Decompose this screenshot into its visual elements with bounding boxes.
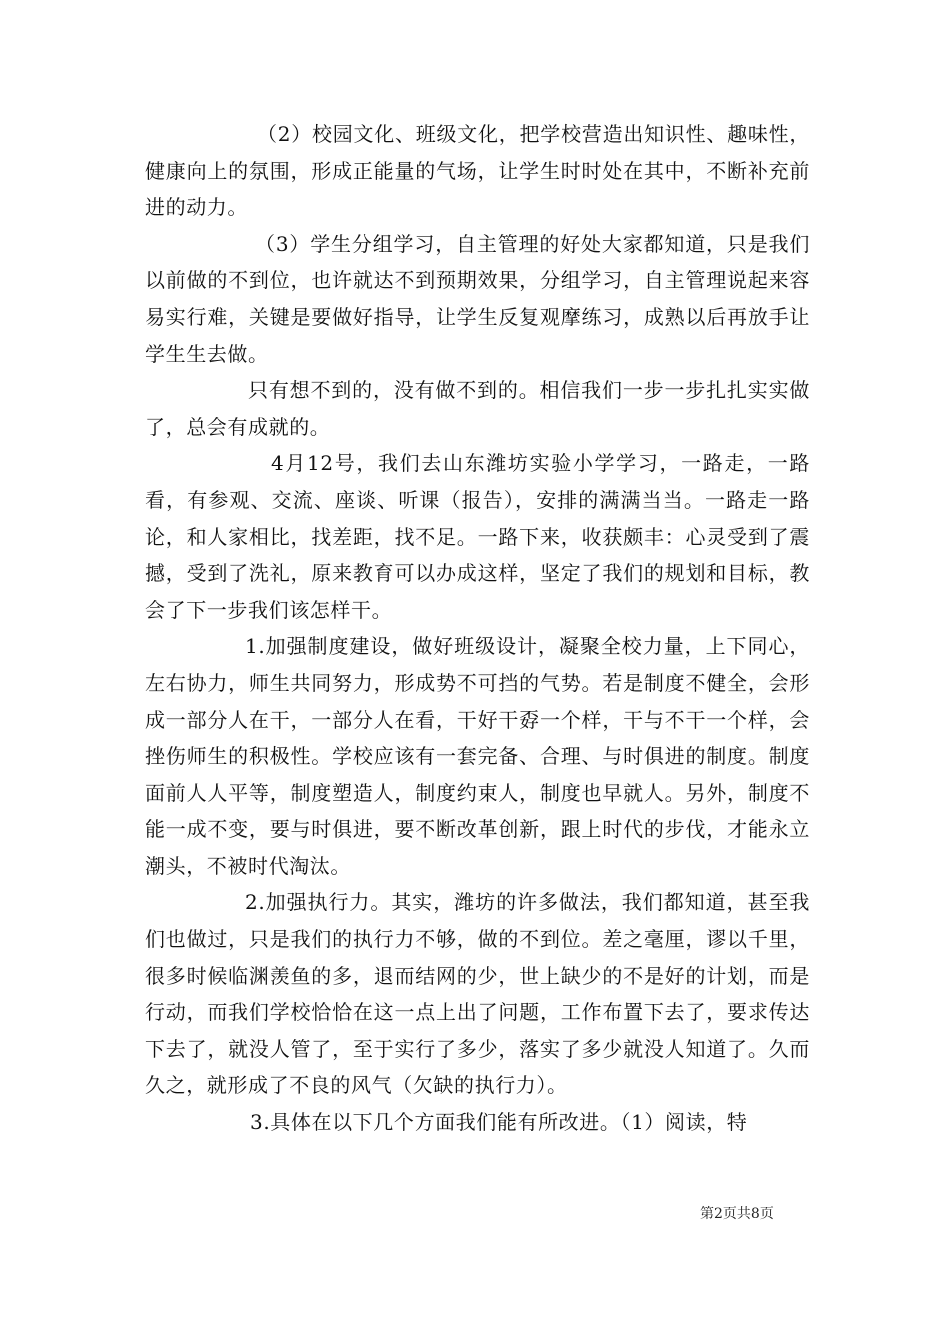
paragraph-campus-culture: （2）校园文化、班级文化，把学校营造出知识性、趣味性，健康向上的氛围，形成正能量的气场，让学生时时处在其中，不断补充前进的动力。 [145,122,810,220]
paragraph-system-building: 1.加强制度建设，做好班级设计，凝聚全校力量，上下同心，左右协力，师生共同努力，形成势不可挡的气势。若是制度不健全，会形成一部分人在干，一部分人在看，干好干孬一个样，干与不干一个样，会挫伤师生的积极性。学校应该有一套完备、合理、与时俱进的制度。制度面前人人平等，制度塑造人，制度约束人，制度也早就人。另外，制度不能一成不变，要与时俱进，要不断改革创新，跟上时代的步伐，才能永立潮头，不被时代淘汰。 [145,634,810,878]
paragraph-execution: 2.加强执行力。其实，潍坊的许多做法，我们都知道，甚至我们也做过，只是我们的执行力不够，做的不到位。差之毫厘，谬以千里，很多时候临渊羡鱼的多，退而结网的少，世上缺少的不是好的计划，而是行动，而我们学校恰恰在这一点上出了问题，工作布置下去了，要求传达下去了，就没人管了，至于实行了多少，落实了多少就没人知道了。久而久之，就形成了不良的风气（欠缺的执行力）。 [145,890,810,1098]
paragraph-improvements: 3.具体在以下几个方面我们能有所改进。（1）阅读，特 [250,1110,748,1135]
paragraph-group-learning: （3）学生分组学习，自主管理的好处大家都知道，只是我们以前做的不到位，也许就达不到预期效果，分组学习，自主管理说起来容易实行难，关键是要做好指导，让学生反复观摩练习，成熟以后再放手让学生生去做。 [145,231,810,366]
page-number-footer: 第2页共8页 [700,1206,774,1222]
paragraph-motto: 只有想不到的，没有做不到的。相信我们一步一步扎扎实实做了，总会有成就的。 [145,378,810,439]
document-body [145,116,810,1141]
paragraph-weifang-visit: 4月12号，我们去山东潍坊实验小学学习，一路走，一路看，有参观、交流、座谈、听课（报告），安排的满满当当。一路走一路论，和人家相比，找差距，找不足。一路下来，收获颇丰：心灵受到了震撼，受到了洗礼，原来教育可以办成这样，坚定了我们的规划和目标，教会了下一步我们该怎样干。 [145,451,810,622]
